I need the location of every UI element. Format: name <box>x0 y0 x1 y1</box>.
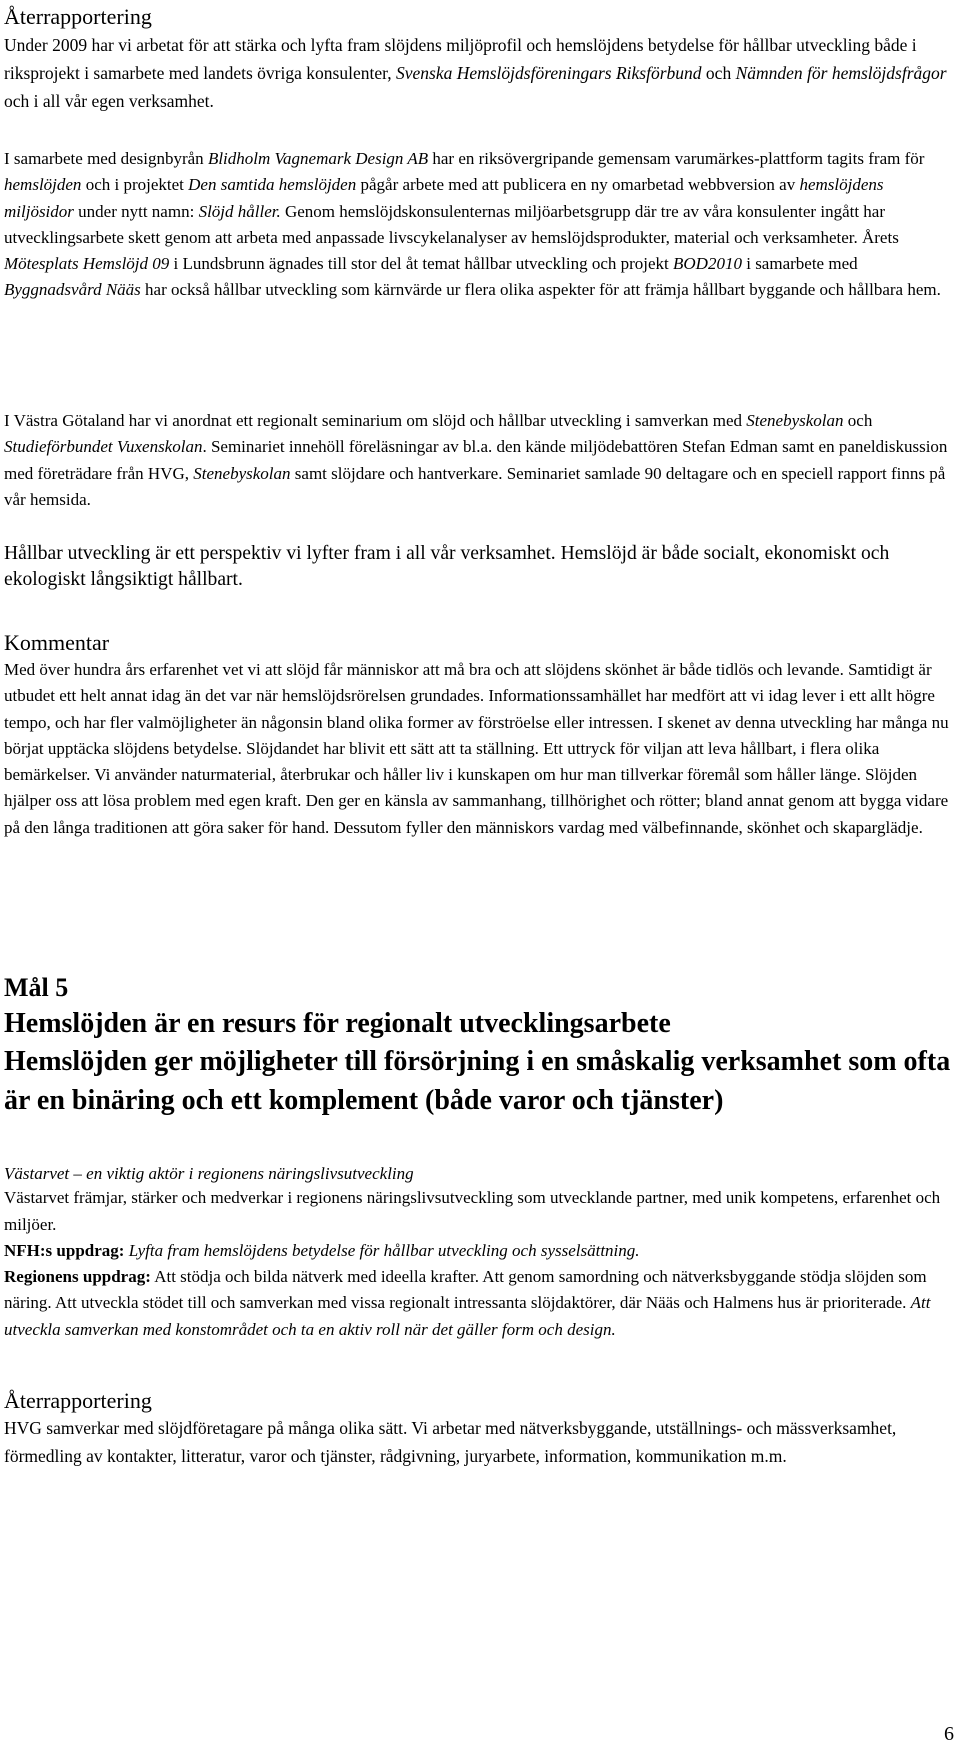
regionens-uppdrag-italic: Att utveckla samverkan med konstområdet och ta en aktiv roll när det gäller form och design. <box>4 1293 931 1339</box>
paragraph-samarbete-designbyra-run: i samarbete med <box>741 254 858 274</box>
goal-label: Mål 5 <box>4 973 69 1002</box>
paragraph-regionalt-seminarium-run: Stenebyskolan <box>193 463 291 483</box>
paragraph-samarbete-designbyra-run: I samarbete med designbyrån <box>4 149 208 168</box>
paragraph-samarbete-designbyra-run: Genom hemslöjdskonsulenternas miljöarbetsgrupp där tre av våra konsulenter ingått har utvecklingsarbete skett genom att arbeta med anpassade livscykelanalyser av hemslöjdsprodukter, material och verksamheter. Årets <box>4 201 899 247</box>
paragraph-miljoprofil-run: Svenska Hemslöjdsföreningars Riksförbund <box>395 63 702 84</box>
paragraph-miljoprofil-run: och <box>701 63 736 84</box>
paragraph-samarbete-designbyra-run: Slöjd håller. <box>198 201 281 221</box>
paragraph-hvg-samverkar: HVG samverkar med slöjdföretagare på många olika sätt. Vi arbetar med nätverksbyggande, utställnings- och mässverksamhet, förmedling av kontakter, litteratur, varor och tjänster, rådgivning, juryarbete, information, kommunikation m.m. <box>4 1418 897 1467</box>
paragraph-regionalt-seminarium <box>4 408 956 513</box>
paragraph-samarbete-designbyra-run: BOD2010 <box>673 254 742 274</box>
nfh-uppdrag-text: Lyfta fram hemslöjdens betydelse för hållbar utveckling och sysselsättning. <box>124 1241 640 1260</box>
paragraph-regionalt-seminarium-run: . Seminariet innehöll föreläsningar av bl.a. den kände miljödebattören Stefan Edman samt en paneldiskussion med företrädare från HVG, <box>4 437 948 483</box>
paragraph-samarbete-designbyra-run: Den samtida hemslöjden <box>188 175 357 195</box>
paragraph-regionalt-seminarium-run: och <box>843 411 873 430</box>
paragraph-samarbete-designbyra-run: Byggnadsvård Nääs <box>4 280 141 300</box>
paragraph-miljoprofil-run: Under 2009 har vi arbetat för att stärka och lyfta fram slöjdens miljöprofil och hemslöjdens betydelse för hållbar utveckling både i riksprojekt i samarbete med landets övriga konsulenter, <box>4 35 917 84</box>
section-heading-aterrapportering: Återrapportering <box>4 4 152 29</box>
goal-heading-line2: Hemslöjden ger möjligheter till försörjning i en småskalig verksamhet som ofta är en binäring och ett komplement (både varor och tjänster) <box>4 1046 951 1116</box>
paragraph-regionalt-seminarium-run: samt slöjdare och hantverkare. Seminariet samlade 90 deltagare och en speciell rapport finns på vår hemsida. <box>4 463 946 509</box>
paragraph-hallbar-utveckling <box>4 541 956 594</box>
page-number: 6 <box>944 1723 954 1745</box>
paragraph-vastarvet-intro: Västarvet främjar, stärker och medverkar i regionens näringslivsutveckling som utvecklande partner, med unik kompetens, erfarenhet och miljöer. <box>4 1188 941 1234</box>
section-heading-kommentar: Kommentar <box>4 630 110 655</box>
paragraph-miljoprofil-run: och i all vår egen verksamhet. <box>4 91 214 112</box>
paragraph-kommentar: Med över hundra års erfarenhet vet vi att slöjd får människor att må bra och att slöjdens skönhet är både tidlös och levande. Samtidigt är utbudet ett helt annat idag än det var när hemslöjdsrörelsen grundades. Informationssamhället har medfört att vi idag lever i ett allt högre tempo, och har fler valmöjligheter än någonsin bland olika former av förströelse eller intressen. I skenet av denna utveckling har många nu börjat upptäcka slöjdens betydelse. Slöjdandet har blivit ett sätt att ta ställning. Ett uttryck för viljan att leva hållbart, i flera olika bemärkelser. Vi använder naturmaterial, återbrukar och håller liv i kunskapen om hur man tillverkar föremål som håller länge. Slöjden hjälper oss att lösa problem med egen kraft. Den ger en känsla av sammanhang, tillhörighet och rötter; bland annat genom att bygga vidare på den långa traditionen att göra saker för hand. Dessutom fyller den människors vardag med välbefinnande, skönhet och skaparglädje. <box>4 660 949 837</box>
paragraph-samarbete-designbyra-run: har en riksövergripande gemensam varumärkes-plattform tagits fram för <box>428 149 925 168</box>
paragraph-miljoprofil-run: Nämnden för hemslöjdsfrågor <box>735 63 947 84</box>
paragraph-samarbete-designbyra-run: Blidholm Vagnemark Design AB <box>207 149 429 168</box>
subtitle-vastarvet: Västarvet – en viktig aktör i regionens näringslivsutveckling <box>4 1164 414 1183</box>
nfh-uppdrag-label: NFH:s uppdrag: <box>4 1241 125 1260</box>
paragraph-regionens-uppdrag <box>4 1264 956 1343</box>
regionens-uppdrag-text: Att stödja och bilda nätverk med ideella krafter. Att genom samordning och nätverksbyggande stödja slöjden som näring. Att utveckla stödet till och samverkan med vissa regionalt intressanta slöjdaktörer, där Nääs och Halmens hus är prioriterade. <box>4 1267 927 1313</box>
paragraph-nfh-uppdrag <box>4 1238 956 1264</box>
paragraph-regionalt-seminarium-run: I Västra Götaland har vi anordnat ett regionalt seminarium om slöjd och hållbar utveckling i samverkan med <box>4 411 747 430</box>
paragraph-samarbete-designbyra-run: hemslöjdens miljösidor <box>4 175 884 221</box>
paragraph-samarbete-designbyra-run: under nytt namn: <box>73 201 199 221</box>
goal-heading-line1: Hemslöjden är en resurs för regionalt utvecklingsarbete <box>4 1008 671 1039</box>
paragraph-samarbete-designbyra-run: pågår arbete med att publicera en ny omarbetad webbversion av <box>356 175 800 195</box>
paragraph-samarbete-designbyra-run: i Lundsbrunn ägnades till stor del åt temat hållbar utveckling och projekt <box>169 254 674 274</box>
regionens-uppdrag-label: Regionens uppdrag: <box>4 1267 151 1286</box>
section-heading-aterrapportering-2: Återrapportering <box>4 1388 152 1413</box>
paragraph-samarbete-designbyra-run: och i projektet <box>81 175 189 195</box>
paragraph-samarbete-designbyra-run: har också hållbar utveckling som kärnvärde ur flera olika aspekter för att främja hållbart byggande och hållbara hem. <box>140 280 941 300</box>
paragraph-samarbete-designbyra-run: Mötesplats Hemslöjd 09 <box>4 254 170 274</box>
paragraph-hallbar-utveckling-text: Hållbar utveckling är ett perspektiv vi lyfter fram i all vår verksamhet. Hemslöjd är både socialt, ekonomiskt och ekologiskt långsiktigt hållbart. <box>4 543 890 591</box>
paragraph-samarbete-designbyra-run: hemslöjden <box>4 175 82 195</box>
paragraph-samarbete-designbyra <box>4 146 956 304</box>
paragraph-regionalt-seminarium-run: Studieförbundet Vuxenskolan <box>4 437 203 457</box>
paragraph-regionalt-seminarium-run: Stenebyskolan <box>746 411 844 430</box>
paragraph-miljoprofil <box>4 31 956 116</box>
